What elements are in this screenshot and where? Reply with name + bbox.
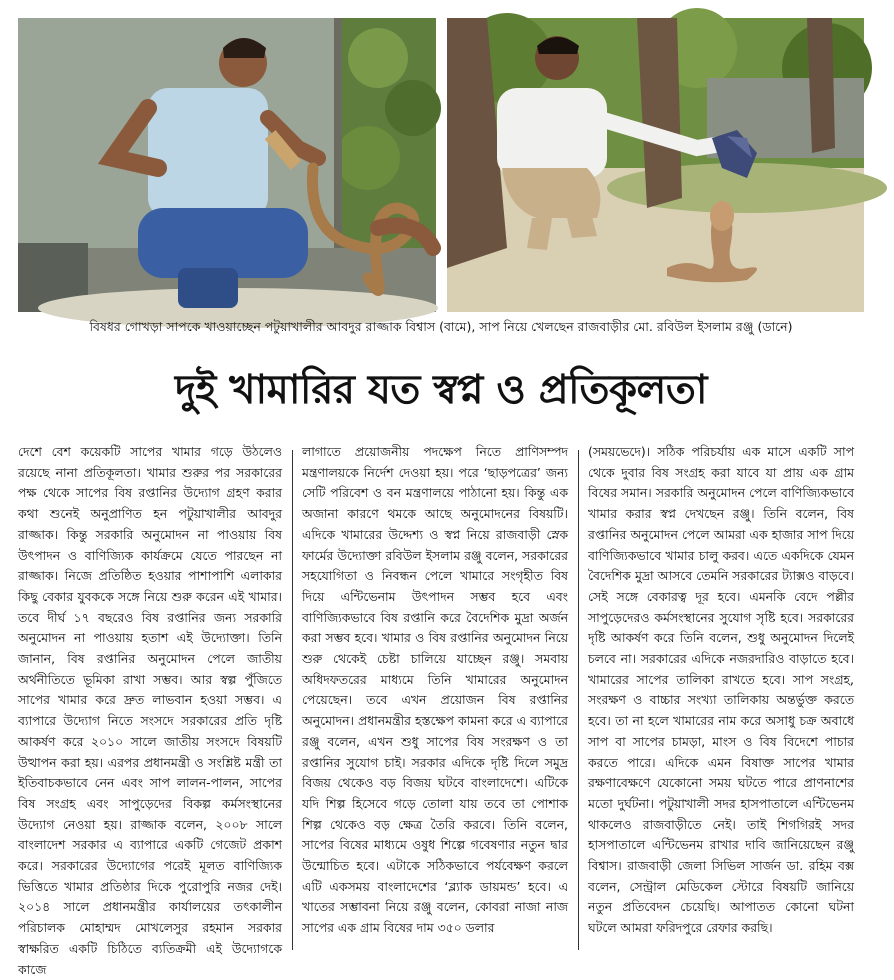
photo-left-snake-feeding xyxy=(18,18,436,312)
article-body xyxy=(18,442,864,977)
photo-caption: বিষধর গোখড়া সাপকে খাওয়াচ্ছেন পটুয়াখালীর আবদুর রাজ্জাক বিশ্বাস (বামে), সাপ নিয়ে খেলছেন রাজবাড়ীর মো. রবিউল ইসলাম রঞ্জু (ডানে) xyxy=(89,319,793,334)
article-column-2: লাগাতে প্রয়োজনীয় পদক্ষেপ নিতে প্রাণিসম্পদ মন্ত্রণালয়কে নির্দেশ দেওয়া হয়। পরে ‘ছাড়পত্রের’ জন্য সেটি পরিবেশ ও বন মন্ত্রণালয়ে পাঠানো হয়। কিন্তু এক অজানা কারণে থমকে আছে অনুমোদনের বিষয়টি। এদিকে খামারের উদ্দেশ্য ও স্বপ্ন নিয়ে রাজবাড়ী স্নেক ফার্মের উদ্যোক্তা রবিউল ইসলাম রঞ্জু বলেন, সরকারের সহযোগিতা ও নিবন্ধন পেলে খামারে সংগৃহীত বিষ দিয়ে এন্টিভেনাম উৎপাদন সম্ভব হবে এবং বাণিজ্যিকভাবে বিষ রপ্তানি করে বৈদেশিক মুদ্রা অর্জন করা সম্ভব হবে। খামার ও বিষ রপ্তানির অনুমোদন নিয়ে শুরু থেকেই চেষ্টা চালিয়ে যাচ্ছেন রঞ্জু। সমবায় অধিদফতরের মাধ্যমে তিনি খামারের অনুমোদন পেয়েছেন। তবে এখন প্রয়োজন বিষ রপ্তানির অনুমোদন। প্রধানমন্ত্রীর হস্তক্ষেপ কামনা করে এ ব্যাপারে রঞ্জু বলেন, এখন শুধু সাপের বিষ সংরক্ষণ ও তা রপ্তানির সুযোগ চাই। সরকার এদিকে দৃষ্টি দিলে সমুদ্র বিজয় থেকেও বড় বিজয় ঘটবে বাংলাদেশে। এটিকে যদি শিল্প হিসেবে গড়ে তোলা যায় তবে তা পোশাক শিল্প থেকেও বড় ক্ষেত্র তৈরি করবে। তিনি বলেন, সাপের বিষের মাধ্যমে ওষুধ শিল্পে গবেষণার নতুন দ্বার উন্মোচিত হবে। এটাকে সঠিকভাবে পর্যবেক্ষণ করলে এটি একসময় বাংলাদেশের ‘ব্ল্যাক ডায়মন্ড’ হবে। এ খাতের সম্ভাবনা নিয়ে রঞ্জু বলেন, কোবরা নাজা নাজ সাপের এক গ্রাম বিষের দাম ৩৫০ ডলার xyxy=(302,444,568,936)
article-column-1: দেশে বেশ কয়েকটি সাপের খামার গড়ে উঠলেও রয়েছে নানা প্রতিকূলতা। খামার শুরুর পর সরকারের পক্ষ থেকে সাপের বিষ রপ্তানির উদ্যোগ গ্রহণ করার কথা শুনেই অনুপ্রাণিত হন পটুয়াখালীর আবদুর রাজ্জাক। কিন্তু সরকারি অনুমোদন না পাওয়ায় বিষ উৎপাদন ও বাণিজ্যিক কার্যক্রমে যেতে পারছেন না রাজ্জাক। নিজে প্রতিষ্ঠিত হওয়ার পাশাপাশি এলাকার কিছু বেকার যুবককে সঙ্গে নিয়ে শুরু করেন এই খামার। তবে দীর্ঘ ১৭ বছরেও বিষ রপ্তানির জন্য সরকারি অনুমোদন না পাওয়ায় হতাশ এই উদ্যোক্তা। তিনি জানান, বিষ রপ্তানির অনুমোদন পেলে জাতীয় অর্থনীতিতে ভূমিকা রাখা সম্ভব। আর স্বল্প পুঁজিতে সাপের খামার করে দ্রুত লাভবান হওয়া সম্ভব। এ ব্যাপারে উদ্যোগ নিতে সংসদে সরকারের প্রতি দৃষ্টি আকর্ষণ করে ২০১০ সালে জাতীয় সংসদে বিষয়টি উত্থাপন করা হয়। এরপর প্রধানমন্ত্রী ও সংশ্লিষ্ট মন্ত্রী তা ইতিবাচকভাবে নেন এবং সাপ লালন-পালন, সাপের বিষ সংগ্রহ এবং সাপুড়েদের বিকল্প কর্মসংস্থানের উদ্যোগ নেওয়া হয়। রাজ্জাক বলেন, ২০০৮ সালে বাংলাদেশ সরকার এ ব্যাপারে একটি গেজেট প্রকাশ করে। সরকারের উদ্যোগের পরেই মূলত বাণিজ্যিক ভিত্তিতে খামার প্রতিষ্ঠার দিকে পুরোপুরি নজর দেই। ২০১৪ সালে প্রধানমন্ত্রীর কার্যালয়ের তৎকালীন পরিচালক মোহাম্মদ মোখলেসুর রহমান সরকার স্বাক্ষরিত একটি চিঠিতে ব্যতিক্রমী এই উদ্যোগকে কাজে xyxy=(18,444,282,977)
photo-right-snake-charming xyxy=(447,18,864,312)
article-column-3: (সময়ভেদে)। সঠিক পরিচর্যায় এক মাসে একটি সাপ থেকে দুবার বিষ সংগ্রহ করা যাবে যা প্রায় এক গ্রাম বিষের সমান। সরকারি অনুমোদন পেলে বাণিজ্যিকভাবে খামার করার স্বপ্ন দেখছেন রঞ্জু। তিনি বলেন, বিষ রপ্তানির অনুমোদন পেলে আমরা এক হাজার সাপ দিয়ে বাণিজ্যিকভাবে খামার চালু করব। এতে একদিকে যেমন বৈদেশিক মুদ্রা আসবে তেমনি সরকারের ট্যাক্সও বাড়বে। সেই সঙ্গে বেকারত্ব দূর হবে। এমনকি বেদে পল্লীর সাপুড়েদেরও কর্মসংস্থানের সুযোগ সৃষ্টি হবে। সরকারের দৃষ্টি আকর্ষণ করে তিনি বলেন, শুধু অনুমোদন দিলেই চলবে না। সরকারের এদিকে নজরদারিও বাড়াতে হবে। খামারের সাপের তালিকা রাখতে হবে। সাপ সংগ্রহ, সংরক্ষণ ও বাচ্চার সংখ্যা তালিকায় অন্তর্ভুক্ত করতে হবে। তা না হলে খামারের নাম করে অসাধু চক্র অবাধে সাপ বা সাপের চামড়া, মাংস ও বিষ বিদেশে পাচার করতে পারে। এদিকে এমন বিষাক্ত সাপের খামার রক্ষণাবেক্ষণে যেকোনো সময় ঘটতে পারে প্রাণনাশের মতো দুর্ঘটনা। পটুয়াখালী সদর হাসপাতালে এন্টিভেনম থাকলেও রাজবাড়ীতে নেই। তাই শিগগিরই সদর হাসপাতালে এন্টিভেনম রাখার দাবি জানিয়েছেন রঞ্জু বিশ্বাস। রাজবাড়ী জেলা সিভিল সার্জন ডা. রহিম বক্স বলেন, সেন্ট্রাল মেডিকেল স্টোরে বিষয়টি জানিয়ে নতুন প্রতিবেদন চেয়েছি। আপাতত কোনো ঘটনা ঘটলে আমরা ফরিদপুরে রেফার করছি। xyxy=(588,444,854,936)
photo-right-illustration xyxy=(447,18,864,312)
article-headline: দুই খামারির যত স্বপ্ন ও প্রতিকূলতা xyxy=(175,367,707,413)
photo-left-illustration xyxy=(18,18,436,312)
